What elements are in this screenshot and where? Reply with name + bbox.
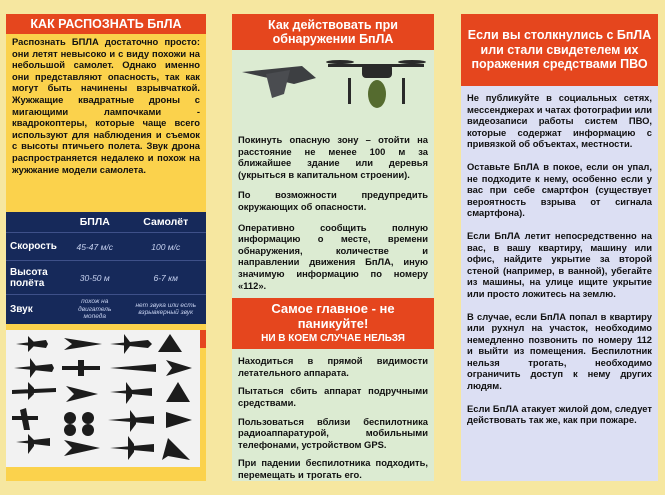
actions-title: Как действовать при обнаружении БпЛА [232,14,434,50]
witness-para-5: Если БпЛА атакует жилой дом, следует действовать так же, как при пожаре. [467,402,652,426]
table-row [6,261,206,295]
row-label: Скорость [6,233,64,261]
fixed-wing-drone-icon [242,66,316,98]
panel-witness [461,14,658,481]
cell-drone: 30-50 м [64,261,126,295]
dont-item-2: Пытаться сбить аппарат подручными средствами. [238,385,428,408]
quadcopter-drone-icon [326,60,426,108]
banner-sub: НИ В КОЕМ СЛУЧАЕ НЕЛЬЗЯ [261,333,405,345]
witness-para-3: Если БпЛА летит непосредственно на вас, в вашу квартиру, машину или офис, найдите укрытие за второй стеной (например, в ванной), убегайте из машины, на улице ищите укрытие или просто ложитесь на землю. [467,229,652,299]
recognize-title: КАК РАСПОЗНАТЬ БпЛА [6,14,206,34]
action-para-2: По возможности предупредить окружающих об опасности. [238,189,428,212]
table-row [6,295,206,324]
witness-para-1: Не публикуйте в социальных сетях, мессенджерах и чатах фотографии или видеозаписи работы систем ПВО, которые содержат информацию с привязкой об объектах, местности. [467,92,652,150]
dont-item-3: Пользоваться вблизи беспилотника радиоаппаратурой, мобильными телефонами, устройством GPS. [238,415,428,450]
dont-item-4: При падении беспилотника подходить, перемещать и трогать его. [238,457,428,480]
drone-silhouettes-image [6,330,200,467]
dont-item-1: Находиться в прямой видимости летательного аппарата. [238,355,428,378]
witness-para-4: В случае, если БпЛА попал в квартиру или рухнул на участок, необходимо немедленно позвонить по номеру 112 и выйти из помещения. Беспилотник нельзя трогать, необходимо ограничить доступ к нему других людям. [467,310,652,392]
row-label: Высота полёта [6,261,64,295]
cell-drone: 45-47 м/с [64,233,126,261]
table-row [6,233,206,261]
no-panic-banner [232,298,434,349]
action-para-1: Покинуть опасную зону – отойти на расстояние не менее 100 м за ближайшее здание или деревья (укрыться в капитальном строении). [238,134,428,180]
witness-title: Если вы столкнулись с БпЛА или стали свидетелем их поражения средствами ПВО [461,14,658,86]
comparison-table [6,212,206,324]
recognize-text: Распознать БПЛА достаточно просто: они летят невысоко и с виду похожи на небольшой самолет. Однако именно они представляют опасность, так как могут быть начинены взрывчаткой. Жужжащие квадратные дроны с мигающими лампочками - квадрокоптеры, которые чаще всего используют для наблюдения и съемок с высоты птичьего полета. Звук дрона распространяется недалеко и похож на жужжание модели самолета. [12,36,200,175]
cell-drone: похож на двигатель мопеда [64,295,126,324]
cell-plane: 6-7 км [126,261,206,295]
row-label: Звук [6,295,64,324]
col-head-plane: Самолёт [143,216,189,228]
cell-plane: нет звука или есть взрывкерный звук [126,295,206,324]
panel-actions [232,14,434,481]
col-head-drone: БПЛА [79,216,110,228]
witness-para-2: Оставьте БпЛА в покое, если он упал, не подходите к нему, особенно если у вас при себе смартфон (существует вероятность взрыва от сигнала смартфона). [467,160,652,219]
drones-image [232,50,434,134]
action-para-3: Оперативно сообщить полную информацию о месте, времени обнаружения, количестве и направлении движения БпЛА, иную значимую информацию по номеру «112». [238,221,428,291]
banner-main: Самое главное - не паникуйте! [271,301,395,332]
cell-plane: 100 м/с [126,233,206,261]
table-header-row [6,212,206,233]
